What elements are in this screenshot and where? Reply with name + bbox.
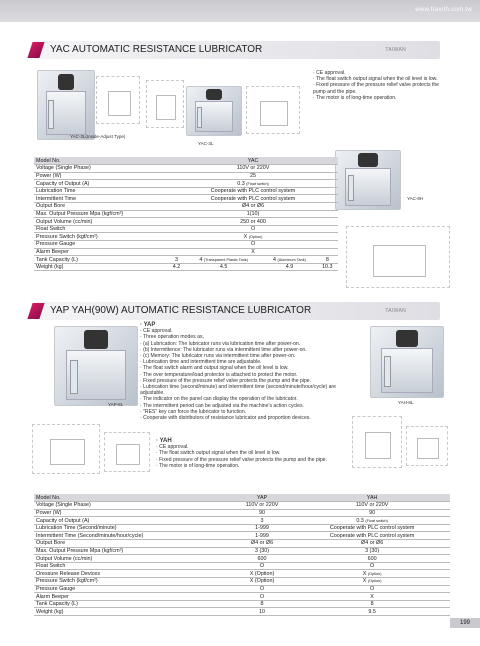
yac-3l-side-drawing	[246, 86, 300, 134]
yah-notes	[156, 438, 336, 469]
yap-yah-spec-table	[34, 494, 450, 616]
yap-note: · The float switch alarm and output signal when the oil level is low.	[140, 365, 346, 371]
row-value: 4.2	[168, 263, 185, 271]
yac-section-title	[34, 41, 440, 59]
yac-3l-inside-photo	[37, 70, 95, 140]
yap-note: · Lubrication time (second/minute) and intermittent time (second/minute/hour/cycle) are adjustable.	[140, 384, 346, 396]
website-url: www.fravith.com.tw	[415, 7, 472, 13]
yap-section-title	[34, 302, 440, 320]
row-value: 0.3 (Float switch)	[168, 180, 338, 188]
yah-front-drawing	[352, 416, 402, 468]
yah-side-drawing	[406, 426, 448, 466]
row-value: X (Option)	[168, 233, 338, 241]
row-label: Output Bore	[34, 203, 168, 211]
table-row	[34, 225, 338, 233]
row-value: O	[168, 225, 338, 233]
table-header-cell: YAH	[294, 494, 450, 502]
row-value: 4 (Aluminum Tank)	[262, 256, 316, 264]
row-label: Pressure Switch (kgf/cm²)	[34, 233, 168, 241]
row-value: X	[168, 248, 338, 256]
table-row: Capacity of Output (A) 3 0.3 (Float switch)	[34, 517, 450, 525]
table-header-cell: YAC	[168, 157, 338, 165]
row-label: Pressure Gauge	[34, 241, 168, 249]
row-label: Tank Capacity (L)	[34, 256, 168, 264]
yah-8l-photo	[370, 326, 444, 398]
yac-note: · Fixed pressure of the pressure relief valve protects the pump and the pipe.	[313, 82, 453, 94]
table-row	[34, 263, 338, 271]
table-row: Pressure Gauge O O	[34, 585, 450, 593]
table-row: Voltage (Single Phase) 110V or 220V 110V or 220V	[34, 502, 450, 510]
row-label: Voltage (Single Phase)	[34, 165, 168, 173]
yap-note: · (a) Lubrication: The lubricator runs via lubrication time after power-on.	[140, 341, 346, 347]
table-header-row	[34, 494, 450, 502]
yap-note: · CE approval.	[140, 328, 346, 334]
caption-yac-3l: YAC-3L	[198, 141, 214, 146]
table-row: Weight (kg) 10 9.5	[34, 608, 450, 616]
row-value: Cooperate with PLC control system	[168, 195, 338, 203]
table-header-row	[34, 157, 338, 165]
yac-3l-inside-drawing	[96, 76, 140, 124]
row-label: Alarm Beeper	[34, 248, 168, 256]
yac-8h-photo	[335, 150, 401, 210]
yap-notes	[140, 322, 346, 421]
table-row	[34, 218, 338, 226]
table-header-cell: YAP	[230, 494, 294, 502]
table-row: Intermittent Time (Second/minute/hour/cycle) 1-999 Cooperate with PLC control system	[34, 532, 450, 540]
yac-title: YAC AUTOMATIC RESISTANCE LUBRICATOR	[50, 44, 263, 55]
table-row: Output Bore Ø4 or Ø6 Ø4 or Ø6	[34, 540, 450, 548]
yap-country: TAIWAN	[385, 308, 406, 314]
caption-yac-3l-inside: YAC-3L(Inside-Adjust Type)	[70, 134, 126, 139]
table-row: Lubrication Time (Second/minute) 1-999 Cooperate with PLC control system	[34, 524, 450, 532]
title-marker	[27, 42, 44, 58]
row-label: Float Switch	[34, 225, 168, 233]
table-row: Power (W) 90 90	[34, 509, 450, 517]
row-value: Ø4 or Ø6	[168, 203, 338, 211]
yac-3l-drawing	[146, 80, 184, 128]
row-value: 110V or 220V	[168, 165, 338, 173]
yap-note: · The over temperature/load protector is attached to protect the motor.	[140, 372, 346, 378]
row-value: 4.9	[262, 263, 316, 271]
table-row: Alarm Beeper O X	[34, 593, 450, 601]
yah-note: · The float switch output signal when the oil level is low.	[156, 450, 336, 456]
table-row: Oressure Release Devices X (Option) X (Option)	[34, 570, 450, 578]
yap-side-drawing	[104, 432, 150, 472]
yac-notes	[313, 70, 453, 101]
row-value: 8	[317, 256, 338, 264]
table-header-cell: Model No.	[34, 157, 168, 165]
row-value: 3	[168, 256, 185, 264]
table-row	[34, 180, 338, 188]
yap-note: · The intermittent period can be adjusted via the machine's action cycles.	[140, 403, 346, 409]
top-banner	[0, 0, 480, 22]
yap-note: · Lubrication time and intermittent time are adjustable.	[140, 359, 346, 365]
table-row	[34, 172, 338, 180]
caption-yah-8l: YAH-8L	[398, 400, 414, 405]
caption-yap-8l: YAP-8L	[108, 402, 124, 407]
yac-3l-photo	[186, 86, 242, 136]
yac-8h-drawing	[346, 226, 450, 288]
table-row	[34, 187, 338, 195]
row-label: Lubrication Time	[34, 187, 168, 195]
yah-note: · Fixed pressure of the pressure relief valve protects the pump and the pipe.	[156, 457, 336, 463]
table-row	[34, 203, 338, 211]
table-row: Pressure Switch (kgf/cm²) X (Option) X (Option)	[34, 578, 450, 586]
yah-label: · YAH	[156, 438, 336, 444]
caption-yac-8h: YAC-8H	[407, 196, 424, 201]
row-value: 1(10)	[168, 210, 338, 218]
row-value: 25	[168, 172, 338, 180]
yah-note: · CE approval.	[156, 444, 336, 450]
yac-note: · The float switch output signal when the oil level is low.	[313, 76, 453, 82]
table-row	[34, 165, 338, 173]
row-label: Output Volume (cc/min)	[34, 218, 168, 226]
yap-note: · "RES" key can force the lubricator to function.	[140, 409, 346, 415]
page-number: 199	[450, 618, 480, 628]
yap-note: · Cooperate with distributors of resistance lubricator and proportion devices.	[140, 415, 346, 421]
table-row	[34, 195, 338, 203]
yac-note: · CE approval.	[313, 70, 453, 76]
yap-note: · (b) Intermittence: The lubricator runs via intermittent time after power-on.	[140, 347, 346, 353]
yap-label: · YAP	[140, 322, 346, 328]
row-value: 4 (Transparent Plastic Tank)	[185, 256, 262, 264]
table-row: Output Volume (cc/min) 600 600	[34, 555, 450, 563]
yap-note: · (c) Memory: The lubricator runs via intermittent time after power-on.	[140, 353, 346, 359]
yap-note: · The indicator on the panel can display the operation of the lubricator.	[140, 396, 346, 402]
table-row: Tank Capacity (L) 8 8	[34, 600, 450, 608]
table-row: Float Switch O O	[34, 562, 450, 570]
yah-note: · The motor is of long-time operation.	[156, 463, 336, 469]
yac-note: · The motor is of long-time operation.	[313, 95, 453, 101]
table-row	[34, 256, 338, 264]
row-label: Intermittent Time	[34, 195, 168, 203]
table-header-cell: Model No.	[34, 494, 230, 502]
table-row	[34, 248, 338, 256]
table-row	[34, 233, 338, 241]
yac-spec-table	[34, 157, 338, 271]
yap-title: YAP YAH(90W) AUTOMATIC RESISTANCE LUBRICATOR	[50, 305, 312, 316]
row-label: Weight (kg)	[34, 263, 168, 271]
yap-front-drawing	[32, 424, 100, 474]
yap-note: · Fixed pressure of the pressure relief valve protects the pump and the pipe.	[140, 378, 346, 384]
title-marker	[27, 303, 44, 319]
row-value: 4.5	[185, 263, 262, 271]
table-row: Max. Output Pressure Mpa (kgf/cm²) 3 (30) 3 (30)	[34, 547, 450, 555]
row-value: O	[168, 241, 338, 249]
row-value: Cooperate with PLC control system	[168, 187, 338, 195]
table-row	[34, 241, 338, 249]
yac-country: TAIWAN	[385, 47, 406, 53]
row-value: 10.3	[317, 263, 338, 271]
row-label: Max. Output Pressure Mpa (kgf/cm²)	[34, 210, 168, 218]
row-value: 250 or 400	[168, 218, 338, 226]
yap-note: · Three operation modes as,	[140, 334, 346, 340]
table-row	[34, 210, 338, 218]
row-label: Capacity of Output (A)	[34, 180, 168, 188]
yap-8l-photo	[54, 326, 138, 406]
row-label: Power (W)	[34, 172, 168, 180]
